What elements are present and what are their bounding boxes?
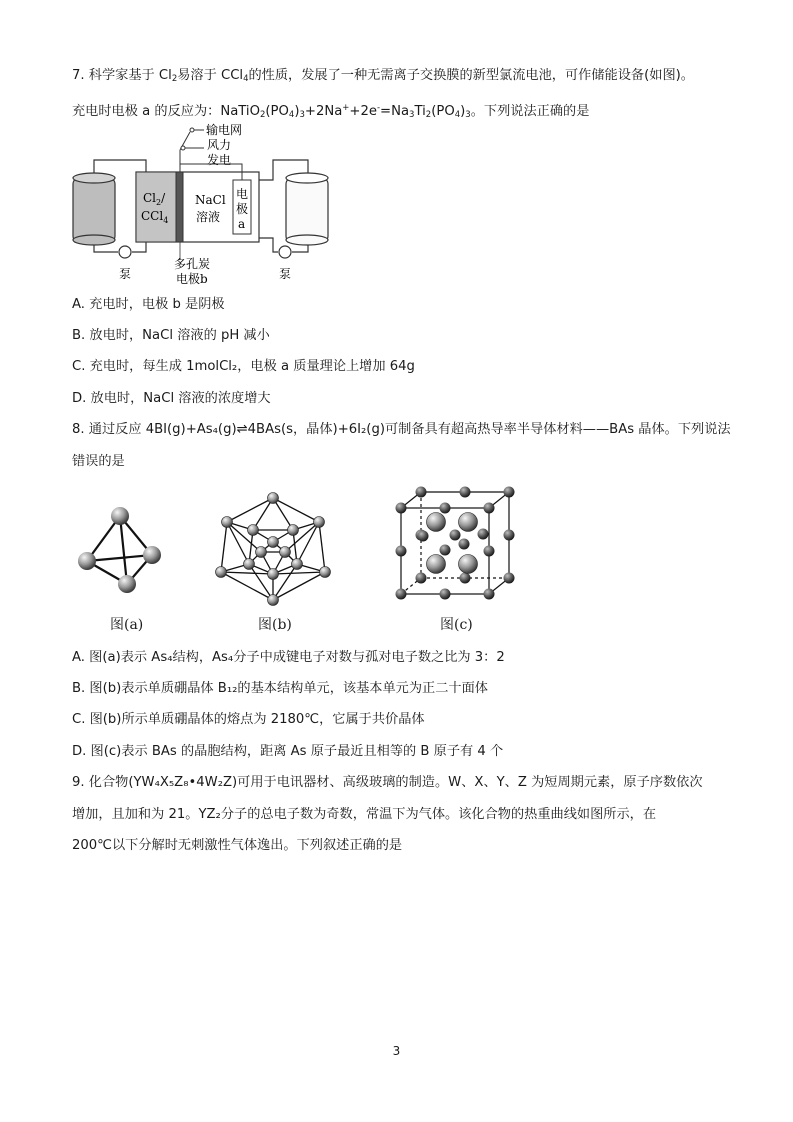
as-atom bbox=[459, 555, 478, 574]
q9-line-1: 9. 化合物(YW₄X₅Z₈•4W₂Z)可用于电讯器材、高级玻璃的制造。W、X、Y、Z 为短周期元素，原子序数依次 bbox=[72, 775, 703, 790]
b-atom-inner bbox=[418, 531, 429, 542]
b12-atom bbox=[248, 525, 259, 536]
b-atom bbox=[504, 573, 515, 584]
q9-line-3: 200℃以下分解时无刺激性气体逸出。下列叙述正确的是 bbox=[72, 838, 403, 853]
flow-battery-diagram bbox=[68, 120, 338, 285]
as-atom bbox=[427, 513, 446, 532]
b12-atom bbox=[280, 547, 291, 558]
electrode-a-char2: 极 bbox=[236, 202, 249, 216]
figure-a-caption: 图(a) bbox=[110, 617, 144, 633]
q7-option-b: B. 放电时，NaCl 溶液的 pH 减小 bbox=[72, 328, 270, 343]
b12-atom bbox=[268, 569, 279, 580]
cl2-ccl4-chamber bbox=[136, 172, 176, 242]
b-atom bbox=[396, 503, 407, 514]
q9-line-2: 增加，且加和为 21。YZ₂分子的总电子数为奇数，常温下为气体。该化合物的热重曲线如图所示，在 bbox=[72, 807, 657, 822]
electrode-a-char1: 电 bbox=[236, 187, 249, 201]
b12-bond bbox=[221, 522, 227, 572]
b-atom bbox=[416, 573, 427, 584]
page-number: 3 bbox=[392, 1044, 401, 1058]
right-pump bbox=[279, 246, 291, 258]
b12-atom bbox=[314, 517, 325, 528]
nacl-label: NaCl bbox=[195, 193, 226, 207]
b-atom bbox=[504, 530, 515, 541]
q8-option-a: A. 图(a)表示 As₄结构，As₄分子中成键电子对数与孤对电子数之比为 3：2 bbox=[72, 650, 505, 665]
b12-bond bbox=[273, 572, 325, 574]
right-tank bbox=[286, 178, 328, 242]
ccl4-label: CCl$_4$ bbox=[141, 209, 169, 225]
as-atom bbox=[427, 555, 446, 574]
b12-atom bbox=[292, 559, 303, 570]
q8-option-b: B. 图(b)表示单质硼晶体 B₁₂的基本结构单元，该基本单元为正二十面体 bbox=[72, 681, 488, 696]
b-atom bbox=[396, 546, 407, 557]
b-atom bbox=[440, 589, 451, 600]
b12-atom bbox=[320, 567, 331, 578]
q8-line-2: 错误的是 bbox=[72, 454, 125, 469]
b12-atom bbox=[268, 595, 279, 606]
carbon-label-2: 电极b bbox=[176, 272, 208, 285]
b-atom bbox=[484, 546, 495, 557]
b12-bond bbox=[319, 522, 325, 572]
left-tank bbox=[73, 178, 115, 242]
b12-bond bbox=[221, 572, 273, 574]
b-atom bbox=[440, 503, 451, 514]
b12-atom bbox=[244, 559, 255, 570]
as-atom bbox=[459, 513, 478, 532]
b12-atom bbox=[268, 493, 279, 504]
figure-b-caption: 图(b) bbox=[258, 617, 292, 633]
q8-option-d: D. 图(c)表示 BAs 的晶胞结构，距离 As 原子最近且相等的 B 原子有 4 个 bbox=[72, 744, 504, 759]
porous-carbon-electrode-b bbox=[176, 172, 183, 242]
wind-label-2: 发电 bbox=[207, 153, 232, 167]
figure-c-bas-cell bbox=[388, 484, 518, 602]
b-atom bbox=[460, 573, 471, 584]
b12-atom bbox=[222, 517, 233, 528]
b-atom bbox=[450, 530, 461, 541]
b-atom bbox=[484, 589, 495, 600]
q7-option-c: C. 充电时，每生成 1molCl₂，电极 a 质量理论上增加 64g bbox=[72, 359, 415, 374]
q7-line-2: 充电时电极 a 的反应为：$NaTiO_2(PO_4)_3+2Na^++2e^-=Na_3Ti_2(PO_4)_3$。下列说法正确的是 bbox=[72, 103, 590, 120]
q7-option-a: A. 充电时，电极 b 是阴极 bbox=[72, 297, 225, 312]
grid-label: 输电网 bbox=[206, 123, 243, 137]
cl2-label: $Cl_2/$ bbox=[143, 191, 166, 207]
b-atom-inner bbox=[478, 529, 489, 540]
b-atom-inner bbox=[459, 539, 470, 550]
b-atom-inner bbox=[440, 545, 451, 556]
b12-bond bbox=[273, 572, 325, 600]
q7-option-d: D. 放电时，NaCl 溶液的浓度增大 bbox=[72, 391, 271, 406]
pump-label-right: 泵 bbox=[279, 267, 292, 281]
b-atom bbox=[504, 487, 515, 498]
b12-atom bbox=[216, 567, 227, 578]
q8-line-1: 8. 通过反应 4BI(g)+As₄(g)⇌4BAs(s，晶体)+6I₂(g)可制备具有超高热导率半导体材料——BAs 晶体。下列说法 bbox=[72, 422, 731, 437]
wind-label-1: 风力 bbox=[207, 138, 232, 152]
b12-atom bbox=[288, 525, 299, 536]
left-pump bbox=[119, 246, 131, 258]
carbon-label-1: 多孔炭 bbox=[174, 257, 211, 271]
b12-atom bbox=[256, 547, 267, 558]
solution-label: 溶液 bbox=[196, 210, 221, 224]
b12-atom bbox=[268, 537, 279, 548]
electrode-a-char3: a bbox=[238, 217, 246, 231]
q7-line-1: 7. 科学家基于 $Cl_2$易溶于 CCl$_4$的性质，发展了一种无需离子交换膜的新型氯流电池，可作储能设备(如图)。 bbox=[72, 68, 694, 84]
b-atom bbox=[416, 487, 427, 498]
b12-bond bbox=[221, 572, 273, 600]
b-atom bbox=[396, 589, 407, 600]
q8-option-c: C. 图(b)所示单质硼晶体的熔点为 2180℃，它属于共价晶体 bbox=[72, 712, 425, 727]
b-atom bbox=[484, 503, 495, 514]
pump-label-left: 泵 bbox=[119, 267, 132, 281]
figure-b-b12 bbox=[213, 490, 333, 608]
figure-a-as4 bbox=[75, 500, 170, 605]
b-atom bbox=[460, 487, 471, 498]
figure-c-caption: 图(c) bbox=[440, 617, 473, 633]
